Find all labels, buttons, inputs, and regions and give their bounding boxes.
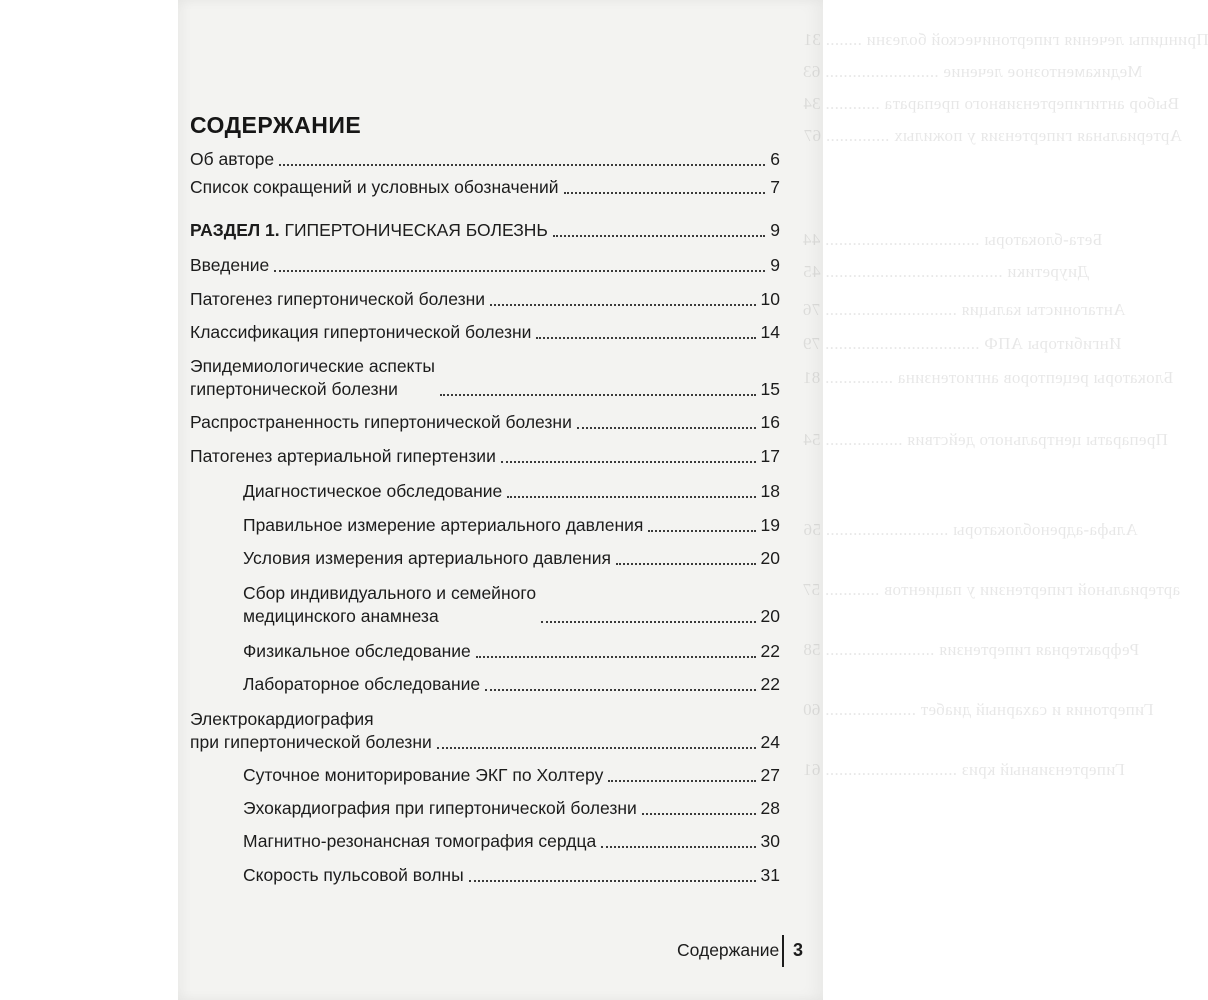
toc-entry-page: 20 (760, 606, 780, 626)
toc-entry-page: 30 (760, 831, 780, 851)
toc-entry-page: 6 (770, 149, 780, 169)
bleed-through-text: Блокаторы рецепторов ангиотензина ............... 81 (803, 368, 1174, 387)
toc-entry-page: 31 (760, 865, 780, 885)
dot-leader (490, 303, 756, 306)
toc-entry-title-line1: Сбор индивидуального и семейного (243, 583, 537, 603)
section-title: ГИПЕРТОНИЧЕСКАЯ БОЛЕЗНЬ (279, 220, 548, 240)
toc-entry-page: 22 (760, 674, 780, 694)
toc-entry-title-line2: при гипертонической болезни (190, 732, 432, 752)
toc-entry-title-line2: гипертонической болезни (190, 379, 398, 399)
dot-leader (536, 336, 755, 339)
bleed-through-text: Медикаментозное лечение ......................... 63 (803, 62, 1143, 81)
toc-entry-page: 7 (770, 177, 780, 197)
toc-entry-page: 19 (760, 515, 780, 535)
dot-leader (564, 191, 766, 194)
toc-subentry[interactable] (243, 830, 780, 853)
toc-entry-title: Список сокращений и условных обозначений (190, 177, 559, 197)
toc-subentry[interactable] (243, 480, 780, 503)
toc-entry-page: 18 (760, 481, 780, 501)
bleed-through-text: Выбор антигипертензивного препарата ............ 34 (803, 94, 1180, 113)
toc-entry-title: Скорость пульсовой волны (243, 865, 464, 885)
dot-leader (476, 655, 756, 658)
toc-entry-title-line1: Эпидемиологические аспекты (190, 356, 435, 376)
toc-entry-title: Суточное мониторирование ЭКГ по Холтеру (243, 765, 604, 785)
toc-entry-page: 14 (760, 322, 780, 342)
dot-leader (279, 163, 765, 166)
toc-entry[interactable] (190, 321, 780, 344)
toc-entry[interactable] (190, 288, 780, 311)
toc-entry-title: Физикальное обследование (243, 641, 471, 661)
dot-leader (274, 269, 765, 272)
toc-entry-title: Классификация гипертонической болезни (190, 322, 532, 342)
dot-leader (577, 426, 756, 429)
section-number: РАЗДЕЛ 1. (190, 220, 280, 240)
dot-leader (616, 562, 756, 565)
toc-entry[interactable] (190, 254, 780, 277)
toc-entry-title-line1: Электрокардиография (190, 709, 374, 729)
toc-entry-page: 17 (760, 446, 780, 466)
dot-leader (469, 879, 756, 882)
toc-entry-title: Патогенез гипертонической болезни (190, 289, 486, 309)
toc-entry-page: 27 (760, 765, 780, 785)
toc-entry[interactable] (190, 355, 780, 401)
toc-subentry[interactable] (243, 547, 780, 570)
toc-entry-title: Условия измерения артериального давления (243, 548, 611, 568)
toc-entry-page: 10 (760, 289, 780, 309)
toc-entry-title: Введение (190, 255, 270, 275)
bleed-through-text: Альфа-адреноблокаторы ........................... 56 (803, 520, 1138, 539)
toc-entry-title: Правильное измерение артериального давления (243, 515, 644, 535)
toc-entry-title: Магнитно-резонансная томография сердца (243, 831, 597, 851)
bleed-through-text: Бета-блокаторы .................................. 44 (803, 230, 1103, 249)
toc-entry-page: 22 (760, 641, 780, 661)
dot-leader (440, 393, 756, 396)
toc-subentry[interactable] (243, 640, 780, 663)
bleed-through-text: Рефрактерная гипертензия ........................ 58 (803, 640, 1140, 659)
bleed-through-text: артериальной гипертензии у пациентов ............ 57 (803, 580, 1181, 599)
bleed-through-text: Антагонисты кальция ............................. 76 (803, 300, 1126, 319)
dot-leader (648, 529, 755, 532)
toc-entry-title: Патогенез артериальной гипертензии (190, 446, 496, 466)
toc-entry-title: Эхокардиография при гипертонической болезни (243, 798, 637, 818)
dot-leader (541, 620, 755, 623)
toc-entry[interactable] (190, 148, 780, 171)
toc-subentry[interactable] (243, 797, 780, 820)
toc-entry-page: 16 (760, 412, 780, 432)
toc-subentry[interactable] (243, 864, 780, 887)
bleed-through-text: Диуретики ....................................... 45 (803, 262, 1089, 281)
running-footer-label: Содержание (677, 940, 780, 960)
toc-subentry[interactable] (243, 582, 780, 628)
dot-leader (507, 495, 755, 498)
toc-entry-title: Диагностическое обследование (243, 481, 503, 501)
dot-leader (501, 460, 756, 463)
toc-entry-title-line2: медицинского анамнеза (243, 606, 439, 626)
toc-entry-title: Об авторе (190, 149, 275, 169)
toc-entry[interactable] (190, 411, 780, 434)
toc-entry-title: Лабораторное обследование (243, 674, 481, 694)
toc-entry[interactable] (190, 445, 780, 468)
dot-leader (553, 234, 765, 237)
toc-entry[interactable] (190, 708, 780, 754)
dot-leader (608, 779, 755, 782)
bleed-through-text: Принципы лечения гипертонической болезни ........ 31 (803, 30, 1208, 49)
footer-divider (782, 935, 784, 967)
toc-entry-page: 24 (760, 732, 780, 752)
dot-leader (485, 688, 755, 691)
page-number: 3 (793, 940, 804, 960)
bleed-through-text: Препараты центрального действия ................. 54 (803, 430, 1168, 449)
toc-section-heading[interactable] (190, 219, 780, 242)
toc-entry[interactable] (190, 176, 780, 199)
toc-entry-page: 9 (770, 220, 780, 240)
toc-entry-page: 15 (760, 379, 780, 399)
toc-subentry[interactable] (243, 514, 780, 537)
dot-leader (601, 845, 755, 848)
toc-subentry[interactable] (243, 764, 780, 787)
toc-entry-page: 20 (760, 548, 780, 568)
toc-entry-page: 28 (760, 798, 780, 818)
bleed-through-text: Гипертензивный криз ............................. 61 (803, 760, 1125, 779)
toc-entry-page: 9 (770, 255, 780, 275)
bleed-through-text: Гипертония и сахарный диабет .................... 60 (803, 700, 1154, 719)
page-title: СОДЕРЖАНИЕ (190, 112, 362, 138)
bleed-through-text: Артериальная гипертензия у пожилых .............. 67 (803, 126, 1182, 145)
toc-entry-title: Распространенность гипертонической болезни (190, 412, 572, 432)
bleed-through-text: Ингибиторы АПФ .................................. 79 (803, 334, 1122, 353)
dot-leader (642, 812, 756, 815)
dot-leader (437, 746, 756, 749)
toc-subentry[interactable] (243, 673, 780, 696)
